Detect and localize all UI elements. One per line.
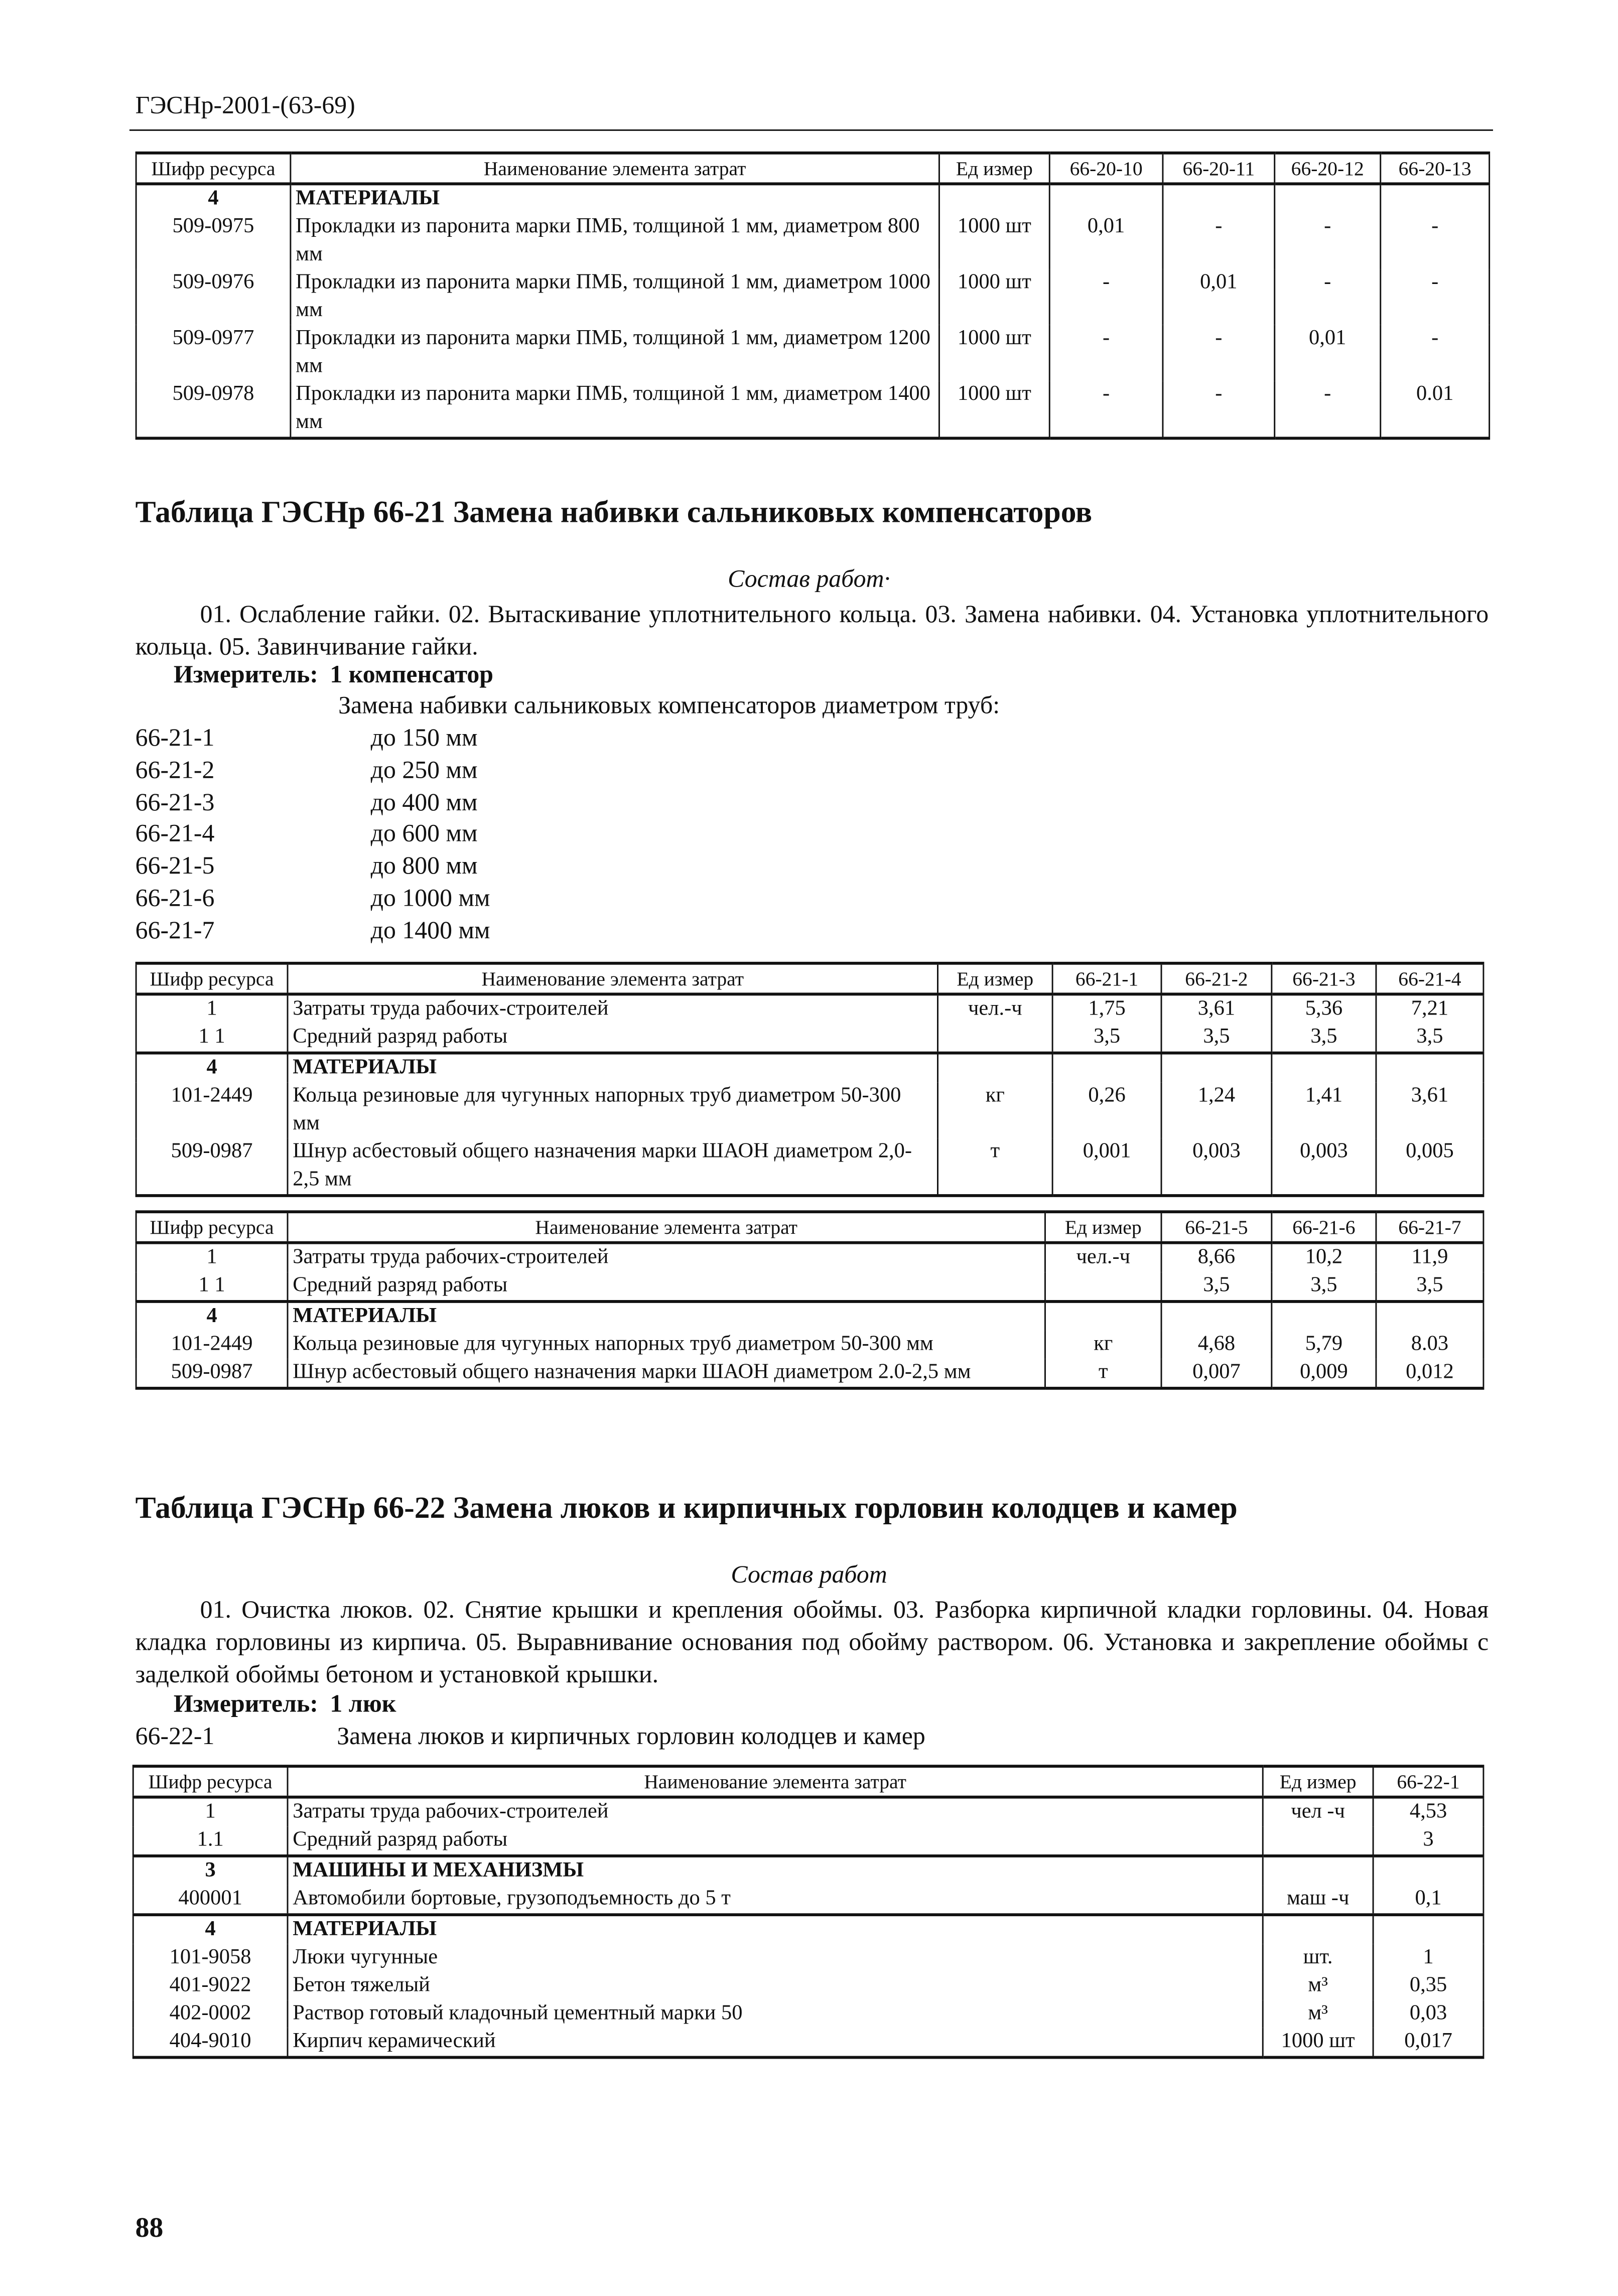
- resource-code: 1.1: [133, 1826, 288, 1856]
- resource-name: МАТЕРИАЛЫ: [288, 1053, 938, 1083]
- table-row: [133, 1797, 1484, 1827]
- table-row: [133, 1826, 1484, 1856]
- norm-value: [1376, 1302, 1484, 1331]
- table-row: [136, 213, 1490, 269]
- table-row: [136, 1272, 1484, 1302]
- norm-value: [1049, 184, 1163, 213]
- norm-value: 8,66: [1161, 1243, 1272, 1272]
- list-intro: Замена набивки сальниковых компенсаторов диаметром труб:: [338, 691, 1000, 720]
- unit-of-measure: 1000 шт: [939, 213, 1049, 269]
- column-header: Ед измер: [938, 963, 1053, 994]
- norm-value: -: [1049, 269, 1163, 325]
- resource-name: МАТЕРИАЛЫ: [288, 1915, 1263, 1944]
- resource-name: Средний разряд работы: [288, 1272, 1045, 1302]
- unit-of-measure: т: [938, 1138, 1053, 1196]
- table-row: [133, 1915, 1484, 1944]
- column-header: Ед измер: [1263, 1766, 1373, 1797]
- unit-of-measure: 1000 шт: [939, 381, 1049, 438]
- table-row: [133, 1972, 1484, 2000]
- unit-of-measure: маш -ч: [1263, 1886, 1373, 1915]
- resource-code: 1 1: [136, 1024, 288, 1053]
- column-header: 66-21-7: [1376, 1212, 1484, 1243]
- resource-code: 101-2449: [136, 1331, 288, 1359]
- norm-value: [1373, 1915, 1484, 1944]
- resource-code: 509-0976: [136, 269, 291, 325]
- resource-code: 4: [136, 1053, 288, 1083]
- column-header: Наименование элемента затрат: [291, 153, 939, 184]
- norm-value: 1: [1373, 1944, 1484, 1972]
- unit-of-measure: кг: [938, 1082, 1053, 1138]
- resource-table-66-22: [132, 1765, 1485, 2059]
- column-header: Шифр ресурса: [133, 1766, 288, 1797]
- norm-text: Замена люков и кирпичных горловин колодцев и камер: [337, 1722, 925, 1750]
- resource-name: Раствор готовый кладочный цементный марки 50: [288, 2000, 1263, 2028]
- norm-code: 66-21-2: [135, 755, 215, 784]
- measure-label: Измеритель:: [173, 1689, 318, 1718]
- table-row: [136, 994, 1484, 1024]
- resource-code: 1: [136, 1243, 288, 1272]
- norm-value: -: [1381, 325, 1490, 381]
- measure-line: [174, 1690, 408, 1719]
- table-row: [136, 1302, 1484, 1331]
- resource-code: 401-9022: [133, 1972, 288, 2000]
- table-row: [136, 184, 1490, 213]
- measure-value: 1 компенсатор: [330, 660, 494, 688]
- unit-of-measure: шт.: [1263, 1944, 1373, 1972]
- norm-value: 0,007: [1161, 1359, 1272, 1388]
- norm-value: 0,01: [1275, 325, 1381, 381]
- unit-of-measure: м³: [1263, 1972, 1373, 2000]
- table-row: [136, 1359, 1484, 1388]
- table-row: [133, 2028, 1484, 2058]
- norm-code: 66-21-6: [135, 884, 215, 912]
- column-header: 66-20-11: [1163, 153, 1275, 184]
- norm-value: 1,41: [1272, 1082, 1376, 1138]
- resource-name: Средний разряд работы: [288, 1024, 938, 1053]
- column-header: 66-21-4: [1376, 963, 1484, 994]
- column-header: Шифр ресурса: [136, 153, 291, 184]
- table-header-row: [136, 1212, 1484, 1243]
- norm-value: 3,5: [1052, 1024, 1161, 1053]
- resource-code: 4: [136, 184, 291, 213]
- column-header: 66-20-13: [1381, 153, 1490, 184]
- table-row: [136, 1024, 1484, 1053]
- unit-of-measure: т: [1045, 1359, 1161, 1388]
- norm-value: 0.01: [1381, 381, 1490, 438]
- resource-table-66-21-5-7: [136, 1210, 1485, 1390]
- resource-code: 101-2449: [136, 1082, 288, 1138]
- resource-name: МАШИНЫ И МЕХАНИЗМЫ: [288, 1856, 1263, 1886]
- table-row: [136, 1243, 1484, 1272]
- resource-code: 1 1: [136, 1272, 288, 1302]
- norm-item: [136, 1722, 925, 1752]
- norm-code: 66-21-3: [135, 787, 215, 816]
- unit-of-measure: 1000 шт: [939, 325, 1049, 381]
- table-row: [136, 1331, 1484, 1359]
- resource-name: Люки чугунные: [288, 1944, 1263, 1972]
- composition-text: 01. Очистка люков. 02. Снятие крышки и крепления обоймы. 03. Разборка кирпичной кладки горловины. 04. Новая кладка горловины из кирпича. 05. Выравнивание основания под обойму раствором. 06. Установка и закрепление обоймы с заделкой обоймы бетоном и установкой крышки.: [135, 1596, 1489, 1688]
- resource-code: 509-0977: [136, 325, 291, 381]
- norm-value: [1373, 1856, 1484, 1886]
- composition-text: 01. Ослабление гайки. 02. Вытаскивание уплотнительного кольца. 03. Замена набивки. 04. Установка уплотнительного кольца. 05. Завинчивание гайки.: [135, 600, 1489, 661]
- norm-value: 4,53: [1373, 1797, 1484, 1827]
- table-row: [136, 1138, 1484, 1196]
- norm-value: 0,1: [1373, 1886, 1484, 1915]
- norm-value: 3,5: [1376, 1024, 1484, 1053]
- norm-value: 8.03: [1376, 1331, 1484, 1359]
- unit-of-measure: [1263, 1915, 1373, 1944]
- column-header: Ед измер: [939, 153, 1049, 184]
- norm-value: 3,5: [1272, 1024, 1376, 1053]
- norm-value: [1161, 1053, 1272, 1083]
- resource-name: МАТЕРИАЛЫ: [291, 184, 939, 213]
- resource-name: Прокладки из паронита марки ПМБ, толщиной 1 мм, диаметром 800 мм: [291, 213, 939, 269]
- norm-value: -: [1275, 269, 1381, 325]
- resource-code: 509-0987: [136, 1359, 288, 1388]
- table-header-row: [136, 153, 1490, 184]
- norm-value: 10,2: [1272, 1243, 1376, 1272]
- unit-of-measure: м³: [1263, 2000, 1373, 2028]
- norm-value: -: [1049, 381, 1163, 438]
- resource-name: Прокладки из паронита марки ПМБ, толщиной 1 мм, диаметром 1200 мм: [291, 325, 939, 381]
- norm-value: 7,21: [1376, 994, 1484, 1024]
- resource-code: 400001: [133, 1886, 288, 1915]
- resource-name: Кольца резиновые для чугунных напорных труб диаметром 50-300 мм: [288, 1331, 1045, 1359]
- column-header: 66-21-5: [1161, 1212, 1272, 1243]
- norm-value: -: [1275, 213, 1381, 269]
- column-header: 66-21-6: [1272, 1212, 1376, 1243]
- norm-list-item: [136, 786, 490, 818]
- resource-name: Шнур асбестовый общего назначения марки ШАОН диаметром 2.0-2,5 мм: [288, 1359, 1045, 1388]
- resource-code: 509-0975: [136, 213, 291, 269]
- table-row: [136, 1082, 1484, 1138]
- resource-name: Прокладки из паронита марки ПМБ, толщиной 1 мм, диаметром 1400 мм: [291, 381, 939, 438]
- page-number: 88: [135, 2213, 164, 2244]
- resource-name: Автомобили бортовые, грузоподъемность до 5 т: [288, 1886, 1263, 1915]
- norm-value: [1272, 1053, 1376, 1083]
- norm-value: 1,75: [1052, 994, 1161, 1024]
- norm-value: 0,009: [1272, 1359, 1376, 1388]
- norm-list-item: [136, 914, 490, 946]
- resource-code: 1: [133, 1797, 288, 1827]
- norm-text: до 1400 мм: [370, 916, 490, 944]
- norm-value: 0,012: [1376, 1359, 1484, 1388]
- unit-of-measure: [1045, 1302, 1161, 1331]
- unit-of-measure: [1263, 1826, 1373, 1856]
- resource-code: 4: [136, 1302, 288, 1331]
- resource-table-66-21-1-4: [136, 962, 1485, 1197]
- resource-table-66-20: [136, 152, 1490, 440]
- norm-code: 66-21-5: [135, 851, 215, 880]
- measure-label: Измеритель:: [173, 660, 318, 688]
- column-header: 66-21-1: [1052, 963, 1161, 994]
- norm-code: 66-21-4: [135, 819, 215, 848]
- column-header: Ед измер: [1045, 1212, 1161, 1243]
- norm-text: до 800 мм: [370, 851, 478, 880]
- norm-value: 5,36: [1272, 994, 1376, 1024]
- section-title-66-21: Таблица ГЭСНр 66-21 Замена набивки сальниковых компенсаторов: [135, 494, 1093, 530]
- norm-value: 3,5: [1161, 1272, 1272, 1302]
- norm-value: 3,61: [1376, 1082, 1484, 1138]
- norm-value: 3,5: [1376, 1272, 1484, 1302]
- resource-code: 1: [136, 994, 288, 1024]
- norm-value: [1275, 184, 1381, 213]
- norm-value: 3,61: [1161, 994, 1272, 1024]
- unit-of-measure: кг: [1045, 1331, 1161, 1359]
- norm-value: 3,5: [1272, 1272, 1376, 1302]
- column-header: 66-20-10: [1049, 153, 1163, 184]
- unit-of-measure: [1263, 1856, 1373, 1886]
- composition-label: Состав работ: [731, 1560, 887, 1589]
- table-row: [136, 325, 1490, 381]
- column-header: Шифр ресурса: [136, 1212, 288, 1243]
- norm-value: 0,017: [1373, 2028, 1484, 2058]
- column-header: Наименование элемента затрат: [288, 963, 938, 994]
- resource-name: Шнур асбестовый общего назначения марки ШАОН диаметром 2,0-2,5 мм: [288, 1138, 938, 1196]
- column-header: Наименование элемента затрат: [288, 1766, 1263, 1797]
- norm-value: 0,001: [1052, 1138, 1161, 1196]
- document-header: ГЭСНр-2001-(63-69): [135, 91, 355, 119]
- column-header: 66-20-12: [1275, 153, 1381, 184]
- composition-label: Состав работ·: [728, 564, 890, 593]
- table-row: [136, 1053, 1484, 1083]
- resource-name: Затраты труда рабочих-строителей: [288, 1797, 1263, 1827]
- norm-list-item: [136, 754, 490, 786]
- norm-code: 66-22-1: [135, 1722, 215, 1750]
- norm-value: [1381, 184, 1490, 213]
- resource-code: 101-9058: [133, 1944, 288, 1972]
- table-row: [133, 1856, 1484, 1886]
- norm-value: 0,005: [1376, 1138, 1484, 1196]
- unit-of-measure: чел.-ч: [1045, 1243, 1161, 1272]
- norm-value: 1,24: [1161, 1082, 1272, 1138]
- norm-value: 5,79: [1272, 1331, 1376, 1359]
- norm-value: 4,68: [1161, 1331, 1272, 1359]
- resource-name: Кирпич керамический: [288, 2028, 1263, 2058]
- norm-value: 0,26: [1052, 1082, 1161, 1138]
- norm-value: 0,35: [1373, 1972, 1484, 2000]
- norm-value: -: [1381, 269, 1490, 325]
- resource-code: 4: [133, 1915, 288, 1944]
- resource-name: Средний разряд работы: [288, 1826, 1263, 1856]
- norm-value: [1163, 184, 1275, 213]
- norm-code: 66-21-1: [135, 724, 215, 752]
- resource-code: 3: [133, 1856, 288, 1886]
- norm-text: до 400 мм: [370, 787, 478, 816]
- unit-of-measure: [938, 1024, 1053, 1053]
- norm-value: -: [1163, 381, 1275, 438]
- norm-text: до 1000 мм: [370, 884, 490, 912]
- norm-value: [1272, 1302, 1376, 1331]
- unit-of-measure: [939, 184, 1049, 213]
- norm-list-item: [136, 850, 490, 883]
- section-title-66-22: Таблица ГЭСНр 66-22 Замена люков и кирпичных горловин колодцев и камер: [135, 1490, 1238, 1525]
- resource-name: Кольца резиновые для чугунных напорных труб диаметром 50-300 мм: [288, 1082, 938, 1138]
- norm-value: 0,01: [1163, 269, 1275, 325]
- norm-value: -: [1049, 325, 1163, 381]
- unit-of-measure: 1000 шт: [939, 269, 1049, 325]
- table-row: [136, 269, 1490, 325]
- resource-code: 509-0978: [136, 381, 291, 438]
- resource-name: МАТЕРИАЛЫ: [288, 1302, 1045, 1331]
- table-row: [136, 381, 1490, 438]
- norm-list-item: [136, 722, 490, 754]
- norm-value: [1052, 1053, 1161, 1083]
- norm-value: [1376, 1053, 1484, 1083]
- norm-value: 0,03: [1373, 2000, 1484, 2028]
- norm-list-item: [136, 883, 490, 915]
- norm-value: -: [1163, 213, 1275, 269]
- norm-value: 3,5: [1161, 1024, 1272, 1053]
- column-header: 66-21-2: [1161, 963, 1272, 994]
- norm-text: до 250 мм: [370, 755, 478, 784]
- table-header-row: [133, 1766, 1484, 1797]
- norm-text: до 150 мм: [370, 724, 478, 752]
- norm-value: 0,003: [1161, 1138, 1272, 1196]
- unit-of-measure: 1000 шт: [1263, 2028, 1373, 2058]
- column-header: 66-21-3: [1272, 963, 1376, 994]
- table-row: [133, 1886, 1484, 1915]
- norm-value: -: [1381, 213, 1490, 269]
- norm-value: 0,01: [1049, 213, 1163, 269]
- unit-of-measure: чел -ч: [1263, 1797, 1373, 1827]
- unit-of-measure: [938, 1053, 1053, 1083]
- measure-line: [174, 660, 505, 690]
- norm-text: до 600 мм: [370, 819, 478, 848]
- resource-code: 404-9010: [133, 2028, 288, 2058]
- resource-code: 402-0002: [133, 2000, 288, 2028]
- unit-of-measure: [1045, 1272, 1161, 1302]
- table-row: [133, 1944, 1484, 1972]
- resource-name: Бетон тяжелый: [288, 1972, 1263, 2000]
- norm-list-item: [136, 818, 490, 850]
- norm-value: 11,9: [1376, 1243, 1484, 1272]
- norm-value: 3: [1373, 1826, 1484, 1856]
- measure-value: 1 люк: [330, 1689, 396, 1718]
- norm-value: [1161, 1302, 1272, 1331]
- unit-of-measure: чел.-ч: [938, 994, 1053, 1024]
- column-header: 66-22-1: [1373, 1766, 1484, 1797]
- header-divider: [129, 129, 1493, 131]
- table-row: [133, 2000, 1484, 2028]
- norm-list: [136, 722, 490, 946]
- resource-name: Затраты труда рабочих-строителей: [288, 1243, 1045, 1272]
- resource-name: Затраты труда рабочих-строителей: [288, 994, 938, 1024]
- norm-value: -: [1163, 325, 1275, 381]
- norm-value: -: [1275, 381, 1381, 438]
- column-header: Наименование элемента затрат: [288, 1212, 1045, 1243]
- resource-code: 509-0987: [136, 1138, 288, 1196]
- column-header: Шифр ресурса: [136, 963, 288, 994]
- norm-value: 0,003: [1272, 1138, 1376, 1196]
- resource-name: Прокладки из паронита марки ПМБ, толщиной 1 мм, диаметром 1000 мм: [291, 269, 939, 325]
- table-header-row: [136, 963, 1484, 994]
- norm-code: 66-21-7: [135, 916, 215, 944]
